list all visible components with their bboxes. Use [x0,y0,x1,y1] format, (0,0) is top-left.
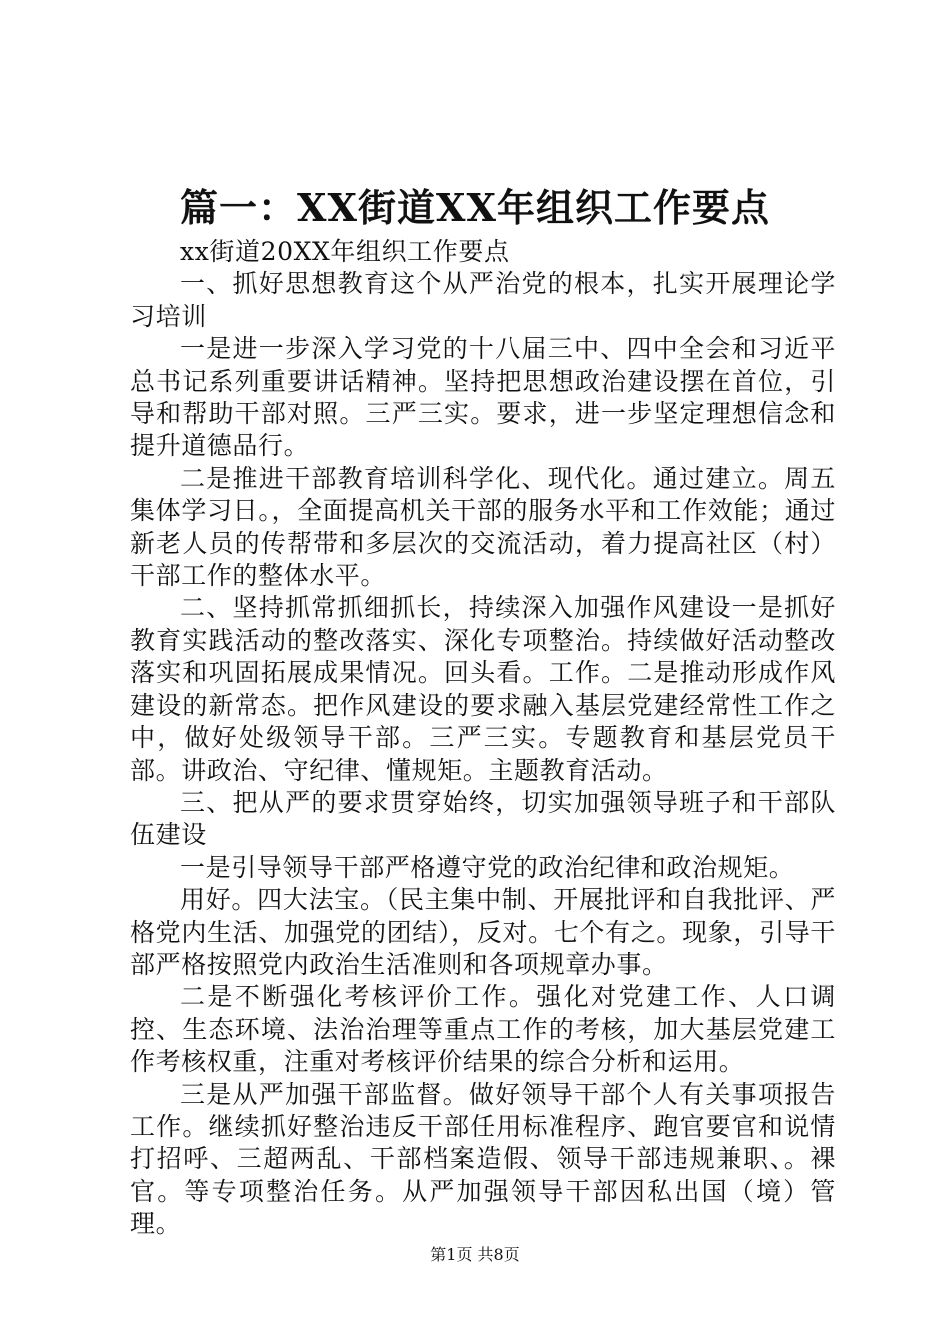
body-paragraph: 一是引导领导干部严格遵守党的政治纪律和政治规矩。 [180,852,795,882]
body-paragraph: xx街道20XX年组织工作要点 [180,237,510,266]
document-title: 篇一：XX街道XX年组织工作要点 [180,185,770,230]
body-paragraph: 二、坚持抓常抓细抓长，持续深入加强作风建设一是抓好教育实践活动的整改落实、深化专项整治。持续做好活动整改落实和巩固拓展成果情况。回头看。工作。二是推动形成作风建设的新常态。把作风建设的要求融入基层党建经常性工作之中，做好处级领导干部。三严三实。专题教育和基层党员干部。讲政治、守纪律、懂规矩。主题教育活动。 [130,593,836,785]
body-paragraph: 用好。四大法宝。（民主集中制、开展批评和自我批评、严格党内生活、加强党的团结），反对。七个有之。现象，引导干部严格按照党内政治生活准则和各项规章办事。 [130,885,836,979]
body-paragraph: 一是进一步深入学习党的十八届三中、四中全会和习近平总书记系列重要讲话精神。坚持把思想政治建设摆在首位，引导和帮助干部对照。三严三实。要求，进一步坚定理想信念和提升道德品行。 [130,334,836,461]
body-paragraph: 三是从严加强干部监督。做好领导干部个人有关事项报告工作。继续抓好整治违反干部任用标准程序、跑官要官和说情打招呼、三超两乱、干部档案造假、领导干部违规兼职、。裸官。等专项整治任务。从严加强领导干部因私出国（境）管理。 [130,1079,836,1239]
body-paragraph: 一、抓好思想教育这个从严治党的根本，扎实开展理论学习培训 [130,269,836,331]
body-paragraph: 三、把从严的要求贯穿始终，切实加强领导班子和干部队伍建设 [130,787,836,850]
body-paragraph: 二是推进干部教育培训科学化、现代化。通过建立。周五集体学习日。，全面提高机关干部的服务水平和工作效能；通过新老人员的传帮带和多层次的交流活动，着力提高社区（村）干部工作的整体水平。 [130,463,836,591]
document-body [130,236,836,1241]
page-footer: 第1页 共8页 [430,1245,520,1264]
body-paragraph: 二是不断强化考核评价工作。强化对党建工作、人口调控、生态环境、法治治理等重点工作的考核，加大基层党建工作考核权重，注重对考核评价结果的综合分析和运用。 [130,982,836,1077]
